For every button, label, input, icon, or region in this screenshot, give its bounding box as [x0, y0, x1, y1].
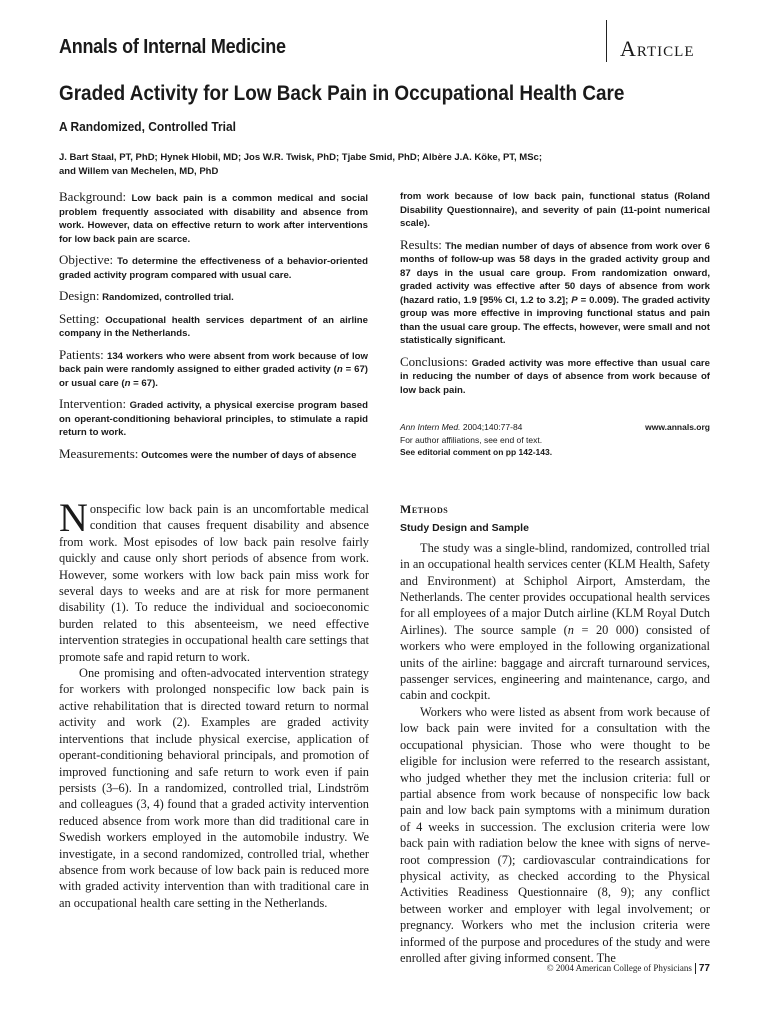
intervention-label: Intervention: [59, 396, 127, 411]
copyright: © 2004 American College of Physicians [546, 963, 692, 973]
intro-paragraph-2: One promising and often-advocated intervention strategy for workers with prolonged nonspecific low back pain is active rehabilitation that is directed toward return to normal activity and work (2). Examples are graded activity interventions that include physical exercise, application of operant-conditioning behavioral principals, and promotion of improved functioning and safe return to work even if pain persists (3–6). In a randomized, controlled trial, Lindström and colleagues (3, 4) found that a graded activity intervention reduced absence from work more than did traditional care in Swedish workers employed in the automobile industry. We investigate, in a second randomized, controlled trial, whether absence from work because of low back pain is reduced more with graded activity intervention than with traditional care in an occupational health care setting in the Netherlands. [59, 666, 369, 910]
design-label: Design: [59, 288, 100, 303]
design-text: Randomized, controlled trial. [102, 292, 234, 303]
abstract-setting [59, 312, 368, 341]
patients-text-c: = 67). [130, 377, 158, 389]
section-label: Article [620, 36, 695, 61]
abstract-measurements [59, 447, 368, 463]
intro-paragraph-1-text: onspecific low back pain is an uncomfortable medical condition that causes frequent disability and absence from work. Most episodes of low back pain resolve fairly quickly and cause only short periods of absence from work. However, some workers with low back pain miss work for several days to weeks and are at risk for more permanent disability (1). To reduce the individual and socioeconomic burden related to this absenteeism, we need effective intervention strategies in occupational health care settings that promote safe and rapid return to work. [59, 502, 369, 664]
intro-paragraph-1 [59, 495, 369, 665]
abstract-conclusions [400, 355, 710, 398]
objective-text: To determine the effectiveness of a behavior-oriented graded activity program compared with usual care. [59, 256, 368, 281]
citation-block [400, 421, 710, 459]
article-subtitle: A Randomized, Controlled Trial [59, 119, 236, 134]
citation-journal: Ann Intern Med. [400, 422, 461, 432]
article-title: Graded Activity for Low Back Pain in Occupational Health Care [59, 82, 625, 105]
abstract-patients [59, 348, 368, 391]
body-left-column [59, 495, 369, 911]
abstract-design [59, 289, 368, 305]
conclusions-text: Graded activity was more effective than usual care in reducing the number of days of absence from work because of low back pain. [400, 357, 710, 396]
patients-text-b: = 67) or usual care ( [59, 364, 368, 389]
patients-n2: n [124, 377, 131, 389]
methods-paragraph-2: Workers who were listed as absent from work because of low back pain were invited for a consultation with the occupational physician. Those who were thought to be eligible for inclusion were referred to the research assistant, who judged whether they met the inclusion criteria: full or partial absence from work because of nonspecific low back pain and low back pain symptoms with a minimum duration of 4 weeks in succession. The exclusion criteria were low back pain with radiation below the knee with signs of nerve-root compression (7); cardiovascular contraindications for physical activity, as checked according to the Physical Activities Readiness Questionnaire (8, 9); any conflict between worker and employer with legal involvement; or pregnancy. Workers who met the inclusion criteria were informed of the purpose and procedures of the study and were enrolled after giving informed consent. The [400, 704, 710, 965]
patients-n1: n [336, 364, 343, 375]
measurements-label: Measurements: [59, 445, 139, 461]
abstract-background [59, 190, 368, 246]
patients-label: Patients: [59, 346, 104, 362]
citation [400, 421, 522, 434]
results-p: P [571, 294, 578, 306]
methods-p1-n: n [567, 622, 574, 637]
abstract-results [400, 238, 710, 348]
drop-cap: N [59, 495, 88, 540]
affiliations-note: For author affiliations, see end of text. [400, 434, 543, 445]
intervention-text: Graded activity, a physical exercise program based on operant-conditioning behavioral principles, to stimulate a rapid return to work. [59, 400, 368, 438]
authors-line-2: and Willem van Mechelen, MD, PhD [59, 165, 219, 177]
body-right-column [400, 501, 710, 966]
abstract-objective [59, 253, 368, 282]
study-design-subheading: Study Design and Sample [400, 522, 529, 535]
citation-ref: 2004;140:77-84 [460, 422, 523, 432]
measurements-text-a: Outcomes were the number of days of absence [141, 449, 357, 461]
results-text-b: = 0.009). The graded activity group was more effective in improving functional status and pain than the usual care group. The effects, however, were small and not statistically significant. [400, 294, 710, 346]
author-list [59, 151, 659, 178]
abstract-intervention [59, 397, 368, 440]
authors-line-1: J. Bart Staal, PT, PhD; Hynek Hlobil, MD; Jos W.R. Twisk, PhD; Tjabe Smid, PhD; Albère J.A. Köke, PT, MSc; [59, 152, 543, 163]
conclusions-label: Conclusions: [400, 353, 468, 369]
abstract-measurements-cont [400, 190, 710, 231]
setting-text: Occupational health services department of an airline company in the Netherlands. [59, 314, 368, 339]
methods-heading: Methods [400, 502, 449, 516]
results-label: Results: [400, 236, 442, 252]
objective-label: Objective: [59, 252, 114, 267]
background-label: Background: [59, 189, 127, 204]
page-number: 77 [695, 963, 710, 974]
abstract-left-column [59, 190, 368, 469]
page-footer [480, 963, 710, 974]
header-divider [606, 20, 607, 62]
methods-paragraph-1 [400, 540, 710, 704]
setting-label: Setting: [59, 310, 100, 326]
measurements-text-b: from work because of low back pain, functional status (Roland Disability Questionnaire), and severity of pain (11-point numerical scale). [400, 191, 710, 229]
journal-name: Annals of Internal Medicine [59, 36, 286, 58]
methods-p1-b: = 20 000) consisted of workers who were employed in the following organizational units of the airline: baggage and aircraft turnaround services, passenger services, engineering and maintenance, cargo, and cabin and cockpit. [400, 622, 711, 703]
website-link[interactable]: www.annals.org [645, 422, 710, 432]
abstract-right-column [400, 190, 710, 404]
citation-row [400, 421, 710, 434]
editorial-note: See editorial comment on pp 142-143. [400, 447, 553, 457]
background-text: Low back pain is a common medical and social problem frequently associated with disability and absence from work. However, data on effective return to work after interventions for low back pain are scarce. [59, 193, 368, 245]
patients-text-a: 134 workers who were absent from work because of low back pain were randomly assigned to either graded activity ( [59, 350, 368, 375]
results-text-a: The median number of days of absence from work over 6 months of follow-up was 58 days in the graded activity group and 87 days in the usual care group. From randomization onward, graded activity was effective after 50 days of absence from work (hazard ratio, 1.9 [95% CI, 1.2 to 3.2]; [400, 240, 711, 306]
methods-p1-a: The study was a single-blind, randomized, controlled trial in an occupational health services center (KLM Health, Safety and Environment) at Schiphol Airport, Amsterdam, the Netherlands. The center provides occupational health services for all employees of a major Dutch airline (KLM Royal Dutch Airlines). The source sample ( [400, 540, 710, 637]
